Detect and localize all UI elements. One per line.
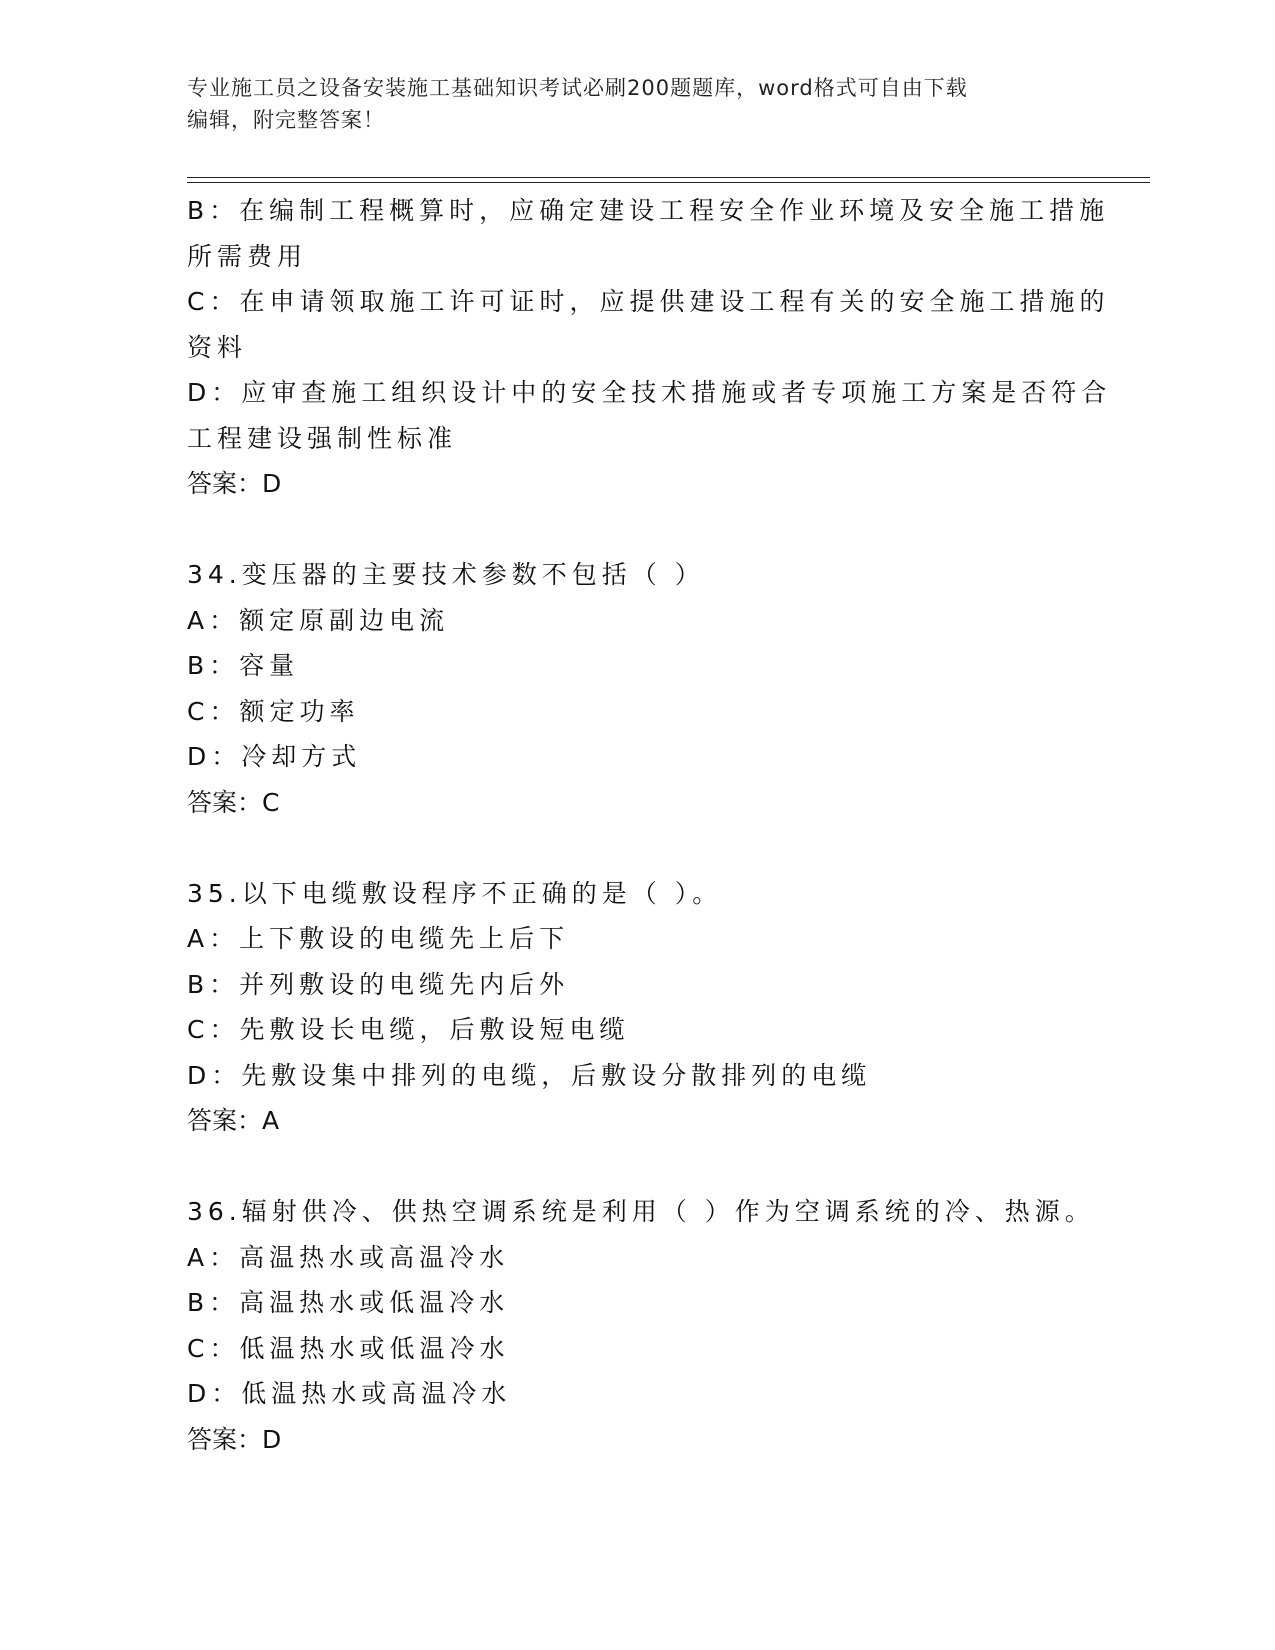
option-a: A：上下敷设的电缆先上后下	[187, 924, 570, 953]
option-d: D：冷却方式	[187, 742, 362, 771]
option-b: B：在编制工程概算时，应确定建设工程安全作业环境及安全施工措施	[187, 196, 1110, 225]
option-a: A：高温热水或高温冷水	[187, 1242, 510, 1272]
option-c: C：低温热水或低温冷水	[187, 1333, 510, 1363]
answer: 答案：D	[187, 1424, 282, 1454]
option-d: D：先敷设集中排列的电缆，后敷设分散排列的电缆	[187, 1060, 872, 1090]
header-line-1: 专业施工员之设备安装施工基础知识考试必刷200题题库，word格式可自由下载	[187, 76, 968, 100]
document-body	[187, 188, 1112, 1462]
option-c: C：先敷设长电缆，后敷设短电缆	[187, 1015, 630, 1044]
option-d: D：低温热水或高温冷水	[187, 1379, 512, 1408]
header-line-2: 编辑，附完整答案！	[187, 108, 385, 132]
option-c: C：额定功率	[187, 696, 360, 726]
option-d-continued: 工程建设强制性标准	[187, 423, 458, 453]
header-divider-top	[187, 177, 1150, 178]
header-divider-bottom	[187, 182, 1150, 183]
spacer	[187, 825, 1087, 871]
question-stem: 36.辐射供冷、供热空调系统是利用（ ）作为空调系统的冷、热源。	[187, 1197, 1095, 1226]
question-34	[187, 552, 1087, 825]
option-b-continued: 所需费用	[187, 241, 308, 271]
answer: 答案：D	[187, 469, 282, 498]
option-a: A：额定原副边电流	[187, 605, 450, 635]
option-c: C：在申请领取施工许可证时，应提供建设工程有关的安全施工措施的	[187, 287, 1110, 316]
answer: 答案：A	[187, 1106, 280, 1135]
option-d: D：应审查施工组织设计中的安全技术措施或者专项施工方案是否符合	[187, 378, 1112, 407]
option-b: B：高温热水或低温冷水	[187, 1288, 510, 1317]
answer: 答案：C	[187, 787, 280, 817]
question-36	[187, 1189, 1095, 1462]
question-33-continuation	[187, 188, 1112, 507]
document-header	[187, 72, 1087, 136]
question-stem: 34.变压器的主要技术参数不包括（ ）	[187, 560, 705, 589]
option-c-continued: 资料	[187, 332, 248, 362]
question-35	[187, 871, 1087, 1144]
question-stem: 35.以下电缆敷设程序不正确的是（ ）。	[187, 878, 723, 908]
option-b: B：并列敷设的电缆先内后外	[187, 969, 570, 999]
spacer	[187, 1144, 1087, 1190]
spacer	[187, 507, 1087, 553]
option-b: B：容量	[187, 651, 300, 680]
